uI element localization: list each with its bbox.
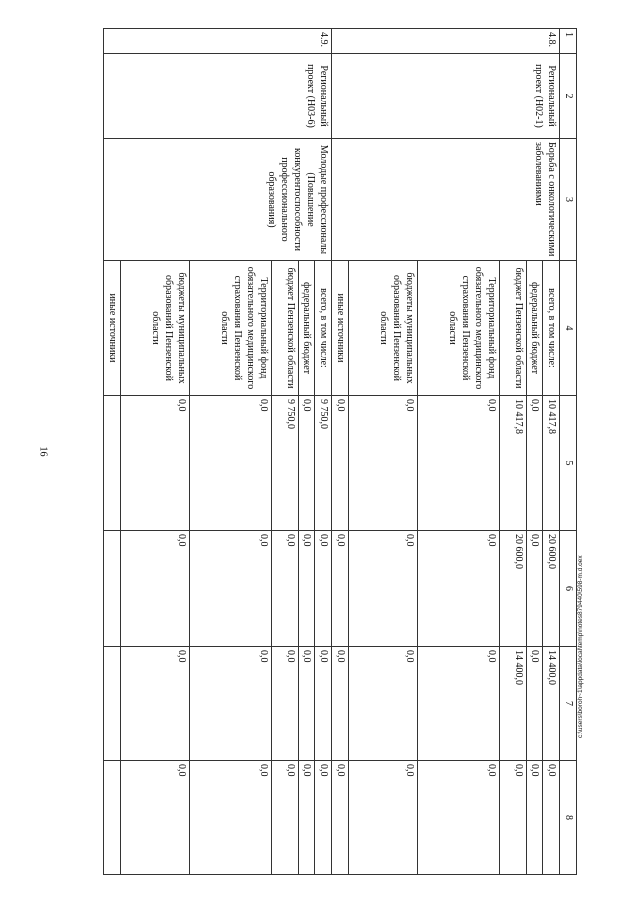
header-row	[560, 29, 577, 875]
budget-table	[103, 28, 577, 875]
value-cell: 0,0	[298, 647, 315, 761]
value-cell: 0,0	[298, 761, 315, 875]
col-header: 5	[560, 396, 577, 531]
row-number: 4.8.	[332, 29, 560, 54]
value-cell: 0,0	[315, 647, 332, 761]
value-cell: 20 600,0	[543, 531, 560, 647]
value-cell: 0,0	[526, 647, 543, 761]
project-type: Региональный проект (Н03-6)	[104, 54, 332, 139]
project-type: Региональный проект (Н02-1)	[332, 54, 560, 139]
value-cell: 0,0	[298, 396, 315, 531]
value-cell: 0,0	[298, 531, 315, 647]
col-header: 7	[560, 647, 577, 761]
value-cell: 0,0	[526, 396, 543, 531]
value-cell: 0,0	[543, 761, 560, 875]
value-cell: 0,0	[348, 531, 417, 647]
value-cell: 0,0	[526, 761, 543, 875]
value-cell: 14 400,0	[543, 647, 560, 761]
table-row	[543, 29, 560, 875]
source-cell: бюджеты муниципальных образований Пензенской области	[348, 261, 417, 396]
value-cell: 0,0	[418, 647, 500, 761]
project-name: Молодые профессионалы (Повышение конкурентоспособности профессионального образования)	[104, 139, 332, 261]
value-cell: 10 417,8	[543, 396, 560, 531]
value-cell	[104, 761, 121, 875]
value-cell: 0,0	[500, 761, 526, 875]
value-cell	[104, 531, 121, 647]
col-header: 3	[560, 139, 577, 261]
project-name: Борьба с онкологическими заболеваниями	[332, 139, 560, 261]
value-cell: 0,0	[348, 761, 417, 875]
value-cell: 0,0	[120, 647, 189, 761]
value-cell: 0,0	[272, 531, 298, 647]
value-cell: 0,0	[120, 396, 189, 531]
source-cell: всего, в том числе:	[315, 261, 332, 396]
source-cell: иные источники	[332, 261, 349, 396]
value-cell: 0,0	[418, 531, 500, 647]
source-cell: бюджет Пензенской области	[272, 261, 298, 396]
value-cell: 0,0	[418, 396, 500, 531]
value-cell: 20 600,0	[500, 531, 526, 647]
col-header: 1	[560, 29, 577, 54]
value-cell: 0,0	[190, 531, 272, 647]
value-cell	[104, 647, 121, 761]
value-cell: 0,0	[120, 761, 189, 875]
footer-file-path: c:\users\boroh~1\appdata\local\temp\notes879440\598-m.d.oex	[577, 555, 584, 738]
value-cell: 10 417,8	[500, 396, 526, 531]
source-cell: всего, в том числе:	[543, 261, 560, 396]
value-cell	[104, 396, 121, 531]
value-cell: 0,0	[120, 531, 189, 647]
value-cell: 0,0	[332, 761, 349, 875]
value-cell: 0,0	[190, 761, 272, 875]
value-cell: 9 750,0	[315, 396, 332, 531]
source-cell: бюджеты муниципальных образований Пензенской области	[120, 261, 189, 396]
col-header: 2	[560, 54, 577, 139]
value-cell: 14 400,0	[500, 647, 526, 761]
value-cell: 9 750,0	[272, 396, 298, 531]
row-number: 4.9.	[104, 29, 332, 54]
source-cell: федеральный бюджет	[298, 261, 315, 396]
page-number: 16	[37, 446, 49, 457]
source-cell: бюджет Пензенской области	[500, 261, 526, 396]
col-header: 6	[560, 531, 577, 647]
table-row	[315, 29, 332, 875]
value-cell: 0,0	[526, 531, 543, 647]
value-cell: 0,0	[332, 396, 349, 531]
value-cell: 0,0	[315, 531, 332, 647]
value-cell: 0,0	[190, 396, 272, 531]
value-cell: 0,0	[272, 761, 298, 875]
source-cell: Территориальный фонд обязательного медицинского страхования Пензенской области	[190, 261, 272, 396]
col-header: 8	[560, 761, 577, 875]
value-cell: 0,0	[272, 647, 298, 761]
rotated-table-container	[103, 28, 577, 874]
value-cell: 0,0	[332, 647, 349, 761]
col-header: 4	[560, 261, 577, 396]
value-cell: 0,0	[332, 531, 349, 647]
value-cell: 0,0	[348, 647, 417, 761]
source-cell: Территориальный фонд обязательного медицинского страхования Пензенской области	[418, 261, 500, 396]
value-cell: 0,0	[418, 761, 500, 875]
value-cell: 0,0	[348, 396, 417, 531]
source-cell: иные источники	[104, 261, 121, 396]
value-cell: 0,0	[190, 647, 272, 761]
source-cell: федеральный бюджет	[526, 261, 543, 396]
value-cell: 0,0	[315, 761, 332, 875]
